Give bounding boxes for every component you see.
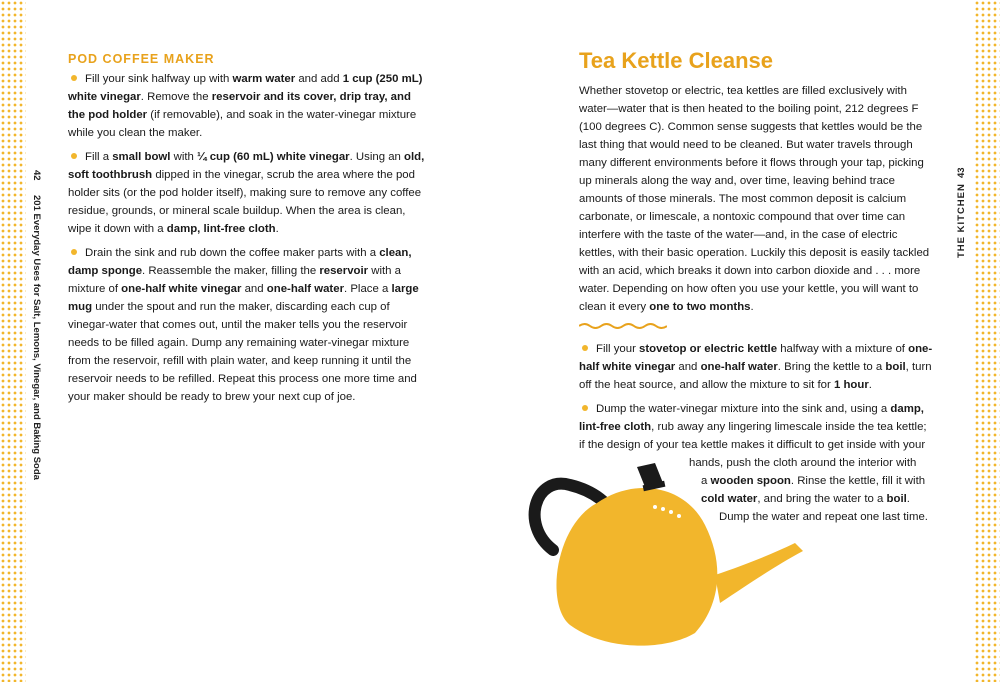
wavy-divider-icon [579, 322, 667, 330]
right-running-title: THE KITCHEN [956, 183, 967, 258]
bullet-dot-icon [71, 153, 77, 159]
left-dot-border [0, 0, 26, 682]
instruction-paragraph: Dump the water-vinegar mixture into the sink and, using a damp, lint-free cloth, rub away any lingering limescale inside the tea kettle; if the design of your tea kettle makes it difficult to get inside with your [579, 403, 927, 451]
left-page-number: 42 [31, 170, 42, 181]
bullet-dot-icon [582, 405, 588, 411]
instruction-paragraph: Fill a small bowl with ¼ cup (60 mL) white vinegar. Using an old, soft toothbrush dipped in the vinegar, scrub the area where the pod holder sits (or the pod holder itself), making sure to remove any coffee residue, grounds, or mineral scale buildup. When the area is clean, wipe it down with a damp, lint-free cloth. [68, 151, 425, 235]
instruction-paragraph: Fill your stovetop or electric kettle halfway with a mixture of one-half white vinegar and one-half water. Bring the kettle to a boil, turn off the heat source, and allow the mixture to sit for 1 hour. [579, 343, 933, 391]
kettle-body [556, 488, 717, 646]
bullet-dot-icon [71, 75, 77, 81]
left-page-content [68, 50, 426, 412]
instruction-paragraph: Drain the sink and rub down the coffee maker parts with a clean, damp sponge. Reassemble the maker, filling the reservoir with a mixture of one-half white vinegar and one-half water. Place a large mug under the spout and run the maker, discarding each cup of vinegar-water that comes out, until the maker tells you the reservoir needs to be filled again. Dump any remaining water-vinegar mixture from the reservoir, refill with plain water, and keep running it until the reservoir needs to be refilled. Repeat this process one more time and your maker should be ready to brew your next cup of joe. [68, 247, 419, 403]
instruction-paragraph: Fill your sink halfway up with warm water and add 1 cup (250 mL) white vinegar. Remove the reservoir and its cover, drip tray, and the pod holder (if removable), and soak in the water-vinegar mixture while you clean the maker. [68, 73, 423, 139]
intro-paragraph: Whether stovetop or electric, tea kettles are filled exclusively with water—water that is then heated to the boiling point, 212 degrees F (100 degrees C). Common sense suggests that kettles would be the last thing that would need to be cleaned. But water travels through many different environments before it flows through your tap, picking up minerals along the way and, over time, leaving behind trace amounts of those minerals. The most common deposit is calcium carbonate, or limescale, a nontoxic compound that over time can interfere with the taste of the water—and, in the case of electric kettles, with their basic operation. Luckily this deposit is easily tackled with an acid, which breaks it down into carbon dioxide and . . . more water. Depending on how often you use your kettle, you will want to clean it every one to two months. [579, 85, 930, 313]
bullet-dot-icon [71, 249, 77, 255]
wrapped-line: Dump the water and repeat one last time. [719, 511, 928, 523]
tea-kettle-illustration [515, 455, 815, 655]
bullet-dot-icon [582, 345, 588, 351]
right-page-number: 43 [956, 167, 967, 178]
right-running-head [954, 0, 972, 682]
section-heading: POD COFFEE MAKER [68, 52, 215, 66]
left-running-title: 201 Everyday Uses for Salt, Lemons, Vinegar, and Baking Soda [31, 195, 42, 480]
page-title: Tea Kettle Cleanse [579, 48, 774, 73]
wrapped-line: cold water, and bring the water to a boil. [701, 493, 910, 505]
wrapped-line: a wooden spoon. Rinse the kettle, fill it with [701, 475, 926, 487]
wrapped-line: hands, push the cloth around the interior with [689, 457, 917, 469]
left-running-head [28, 0, 46, 682]
kettle-spout [715, 543, 803, 603]
right-dot-border [974, 0, 1000, 682]
